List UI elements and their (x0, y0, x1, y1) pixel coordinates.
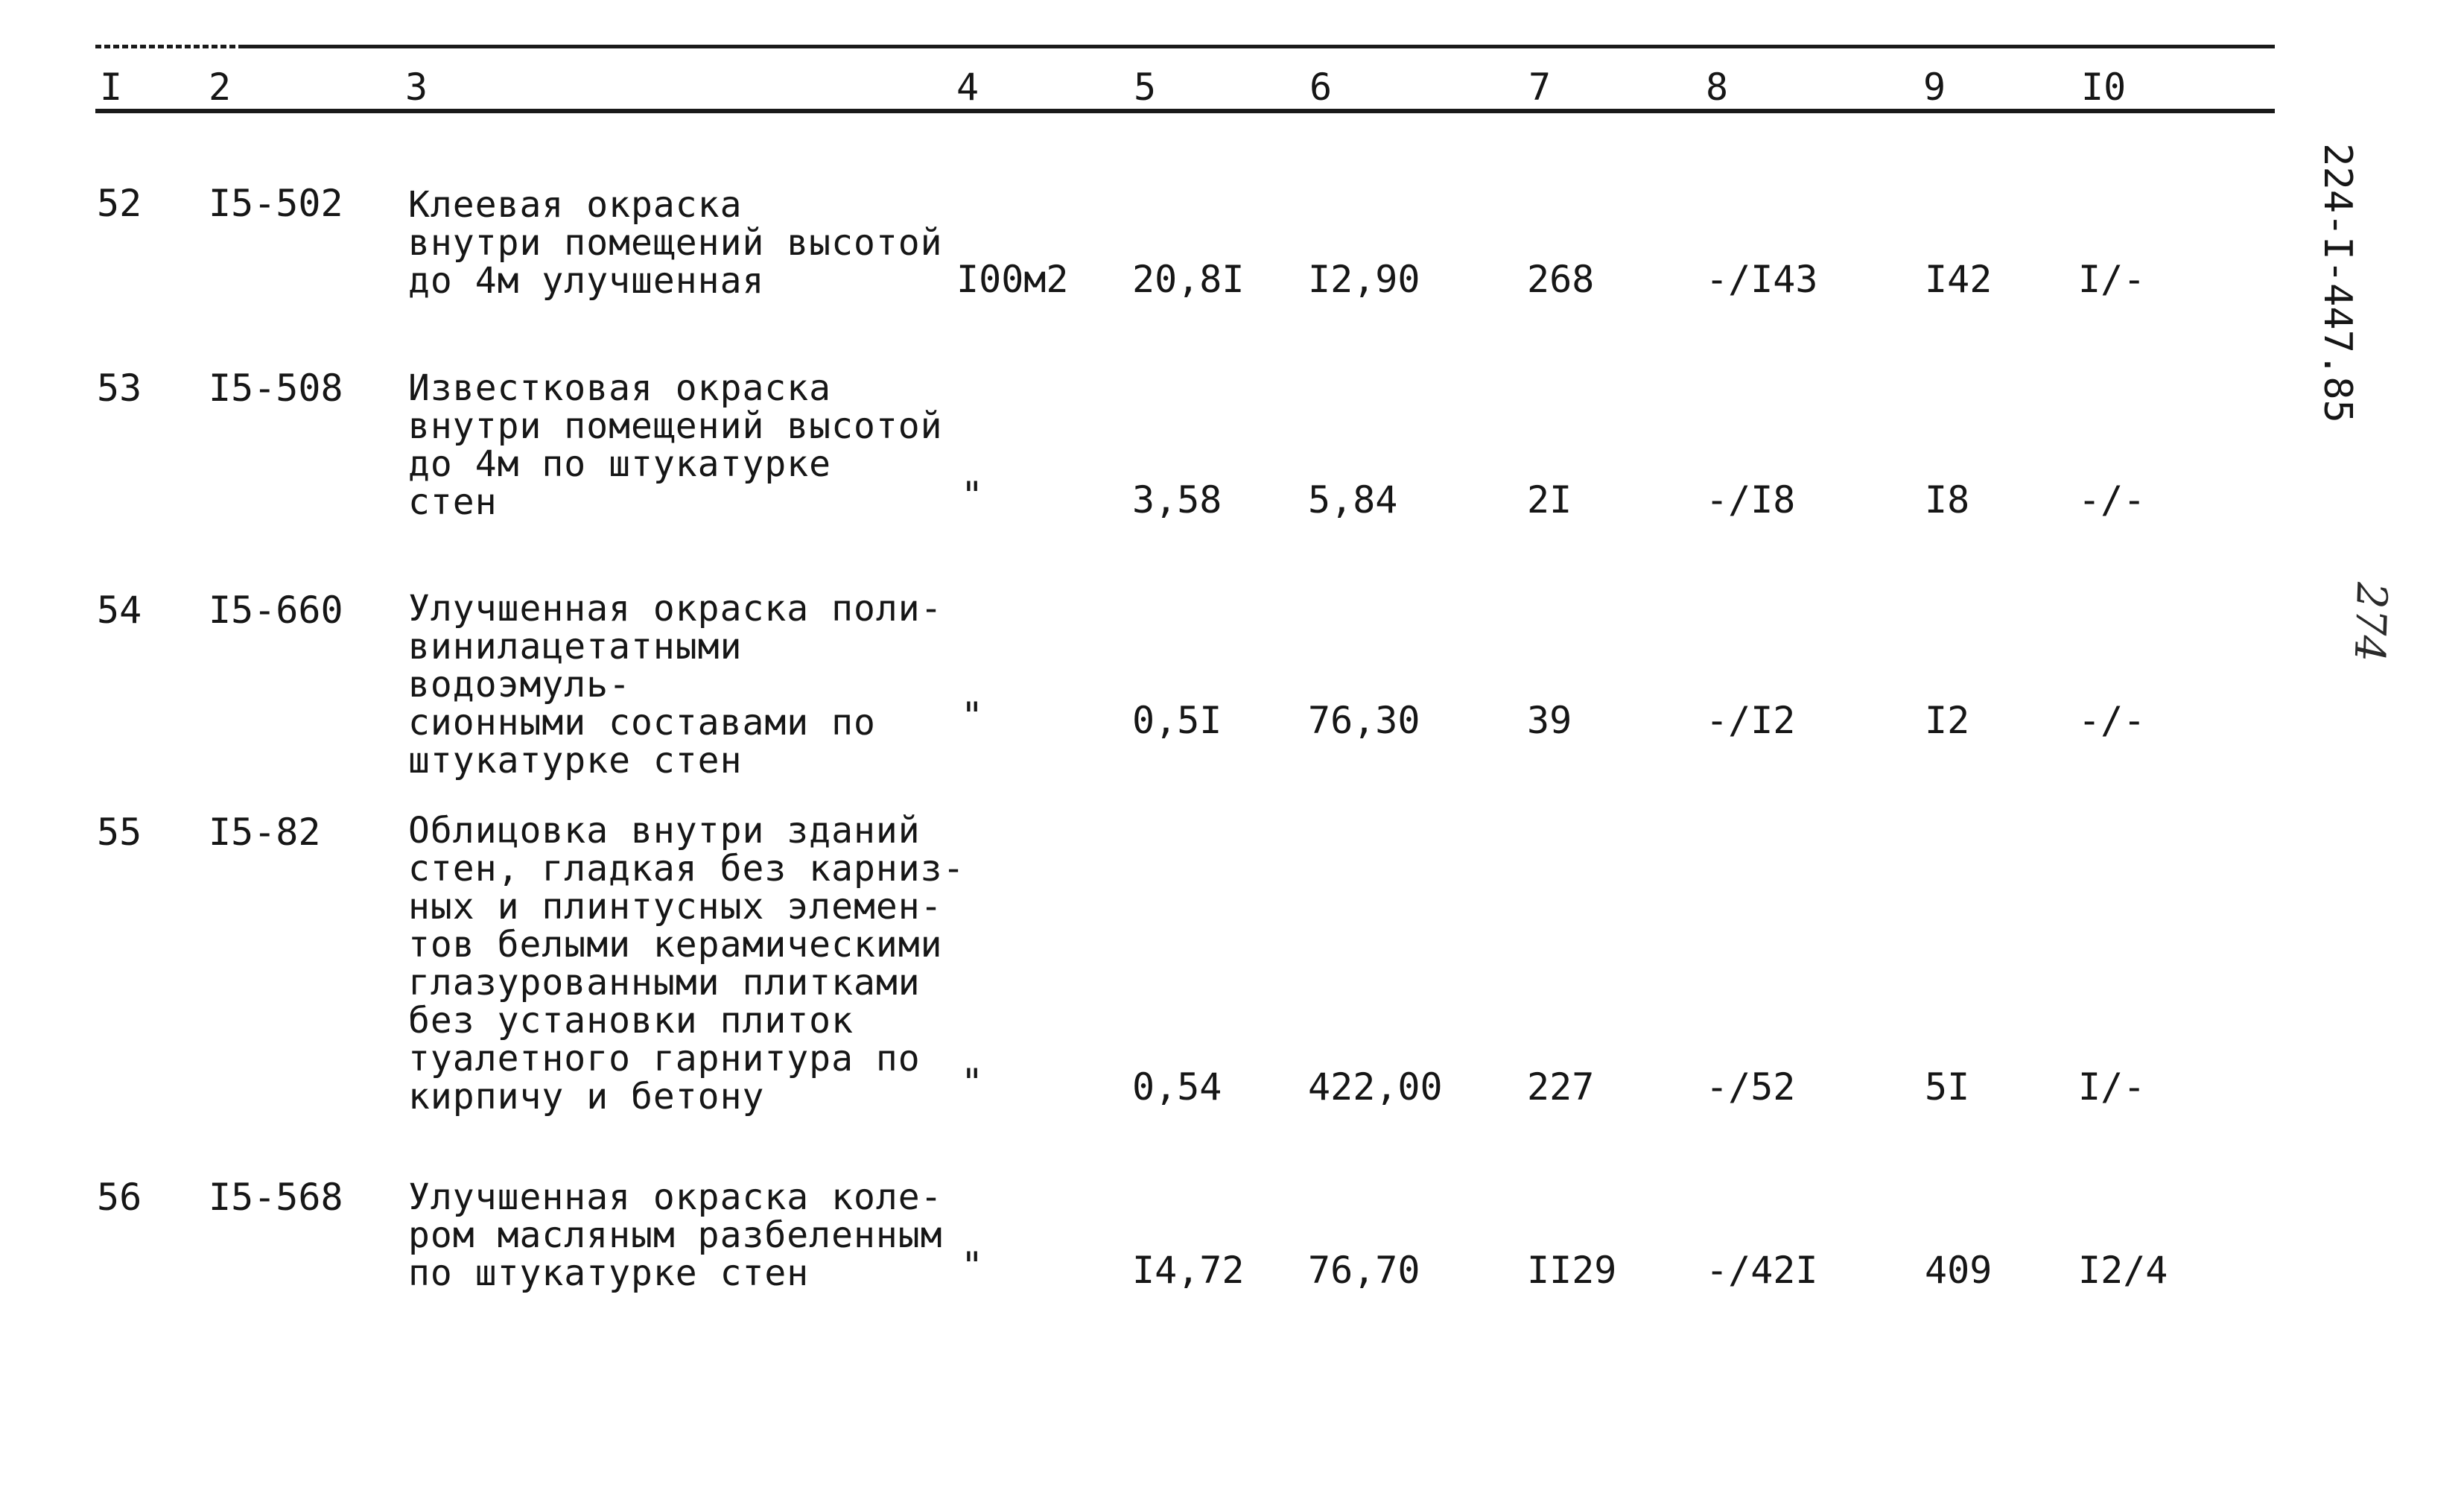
col8-value: -/42I (1706, 1249, 1818, 1292)
col8-value: -/I8 (1706, 478, 1796, 522)
col7-value: 268 (1527, 258, 1595, 301)
col10-value: I2/4 (2078, 1249, 2168, 1292)
document-code-vertical (2315, 143, 2360, 423)
col10-value: -/- (2078, 478, 2146, 522)
handwritten-page-number (2340, 581, 2400, 663)
col7-value: II29 (1527, 1249, 1617, 1292)
col9-value: I42 (1925, 258, 1993, 301)
col9-value: I2 (1925, 699, 1970, 742)
row-number: 53 (97, 367, 142, 410)
col-header-7: 7 (1528, 66, 1552, 109)
col-header-1: I (100, 66, 123, 109)
col-header-9: 9 (1923, 66, 1946, 109)
col5-value: 0,54 (1132, 1065, 1222, 1109)
col-header-8: 8 (1706, 66, 1729, 109)
col-header-5: 5 (1134, 66, 1157, 109)
unit-ditto-mark: " (961, 694, 984, 738)
col6-value: 76,70 (1308, 1249, 1420, 1292)
col-header-6: 6 (1309, 66, 1333, 109)
unit-ditto-mark: " (961, 1061, 984, 1104)
work-description: Улучшенная окраска коле- ром масляным разбеленным по штукатурке стен (408, 1176, 943, 1294)
col-header-2: 2 (209, 66, 232, 109)
work-description: Известковая окраска внутри помещений высотой до 4м по штукатурке стен (408, 367, 943, 523)
document-code-text: 224-I-447.85 (2315, 143, 2360, 423)
unit: I00м2 (956, 258, 1069, 301)
col5-value: 3,58 (1132, 478, 1222, 522)
col-header-3: 3 (405, 66, 428, 109)
rate-code: I5-568 (209, 1176, 343, 1219)
unit-ditto-mark: " (961, 1244, 984, 1287)
rate-code: I5-502 (209, 182, 343, 225)
row-number: 55 (97, 811, 142, 854)
col9-value: 5I (1925, 1065, 1970, 1109)
col8-value: -/I2 (1706, 699, 1796, 742)
col-header-10: I0 (2081, 66, 2127, 109)
work-description: Клеевая окраска внутри помещений высотой до 4м улучшенная (408, 184, 943, 302)
table-header-rule (95, 109, 2275, 113)
col6-value: 76,30 (1308, 699, 1420, 742)
page-number-text: 274 (2344, 581, 2396, 663)
col6-value: 5,84 (1308, 478, 1398, 522)
col7-value: 39 (1527, 699, 1572, 742)
rate-code: I5-660 (209, 589, 343, 632)
col-header-4: 4 (956, 66, 979, 109)
row-number: 52 (97, 182, 142, 225)
col10-value: I/- (2078, 1065, 2146, 1109)
table-top-rule (95, 45, 2275, 48)
work-description: Улучшенная окраска поли- винилацетатными водоэмуль- сионными составами по штукатурке стен (408, 588, 943, 782)
col5-value: 20,8I (1132, 258, 1245, 301)
col6-value: 422,00 (1308, 1065, 1443, 1109)
col8-value: -/I43 (1706, 258, 1818, 301)
unit-ditto-mark: " (961, 474, 984, 517)
col9-value: I8 (1925, 478, 1970, 522)
col7-value: 2I (1527, 478, 1572, 522)
col5-value: 0,5I (1132, 699, 1222, 742)
col8-value: -/52 (1706, 1065, 1796, 1109)
work-description: Облицовка внутри зданий стен, гладкая без карниз- ных и плинтусных элемен- тов белыми керамическими глазурованными плитками без установки плиток туалетного гарнитура по кирпичу и бетону (408, 810, 965, 1118)
col9-value: 409 (1925, 1249, 1993, 1292)
rate-code: I5-508 (209, 367, 343, 410)
col5-value: I4,72 (1132, 1249, 1245, 1292)
row-number: 54 (97, 589, 142, 632)
row-number: 56 (97, 1176, 142, 1219)
col10-value: -/- (2078, 699, 2146, 742)
col6-value: I2,90 (1308, 258, 1420, 301)
col7-value: 227 (1527, 1065, 1595, 1109)
col10-value: I/- (2078, 258, 2146, 301)
rate-code: I5-82 (209, 811, 321, 854)
